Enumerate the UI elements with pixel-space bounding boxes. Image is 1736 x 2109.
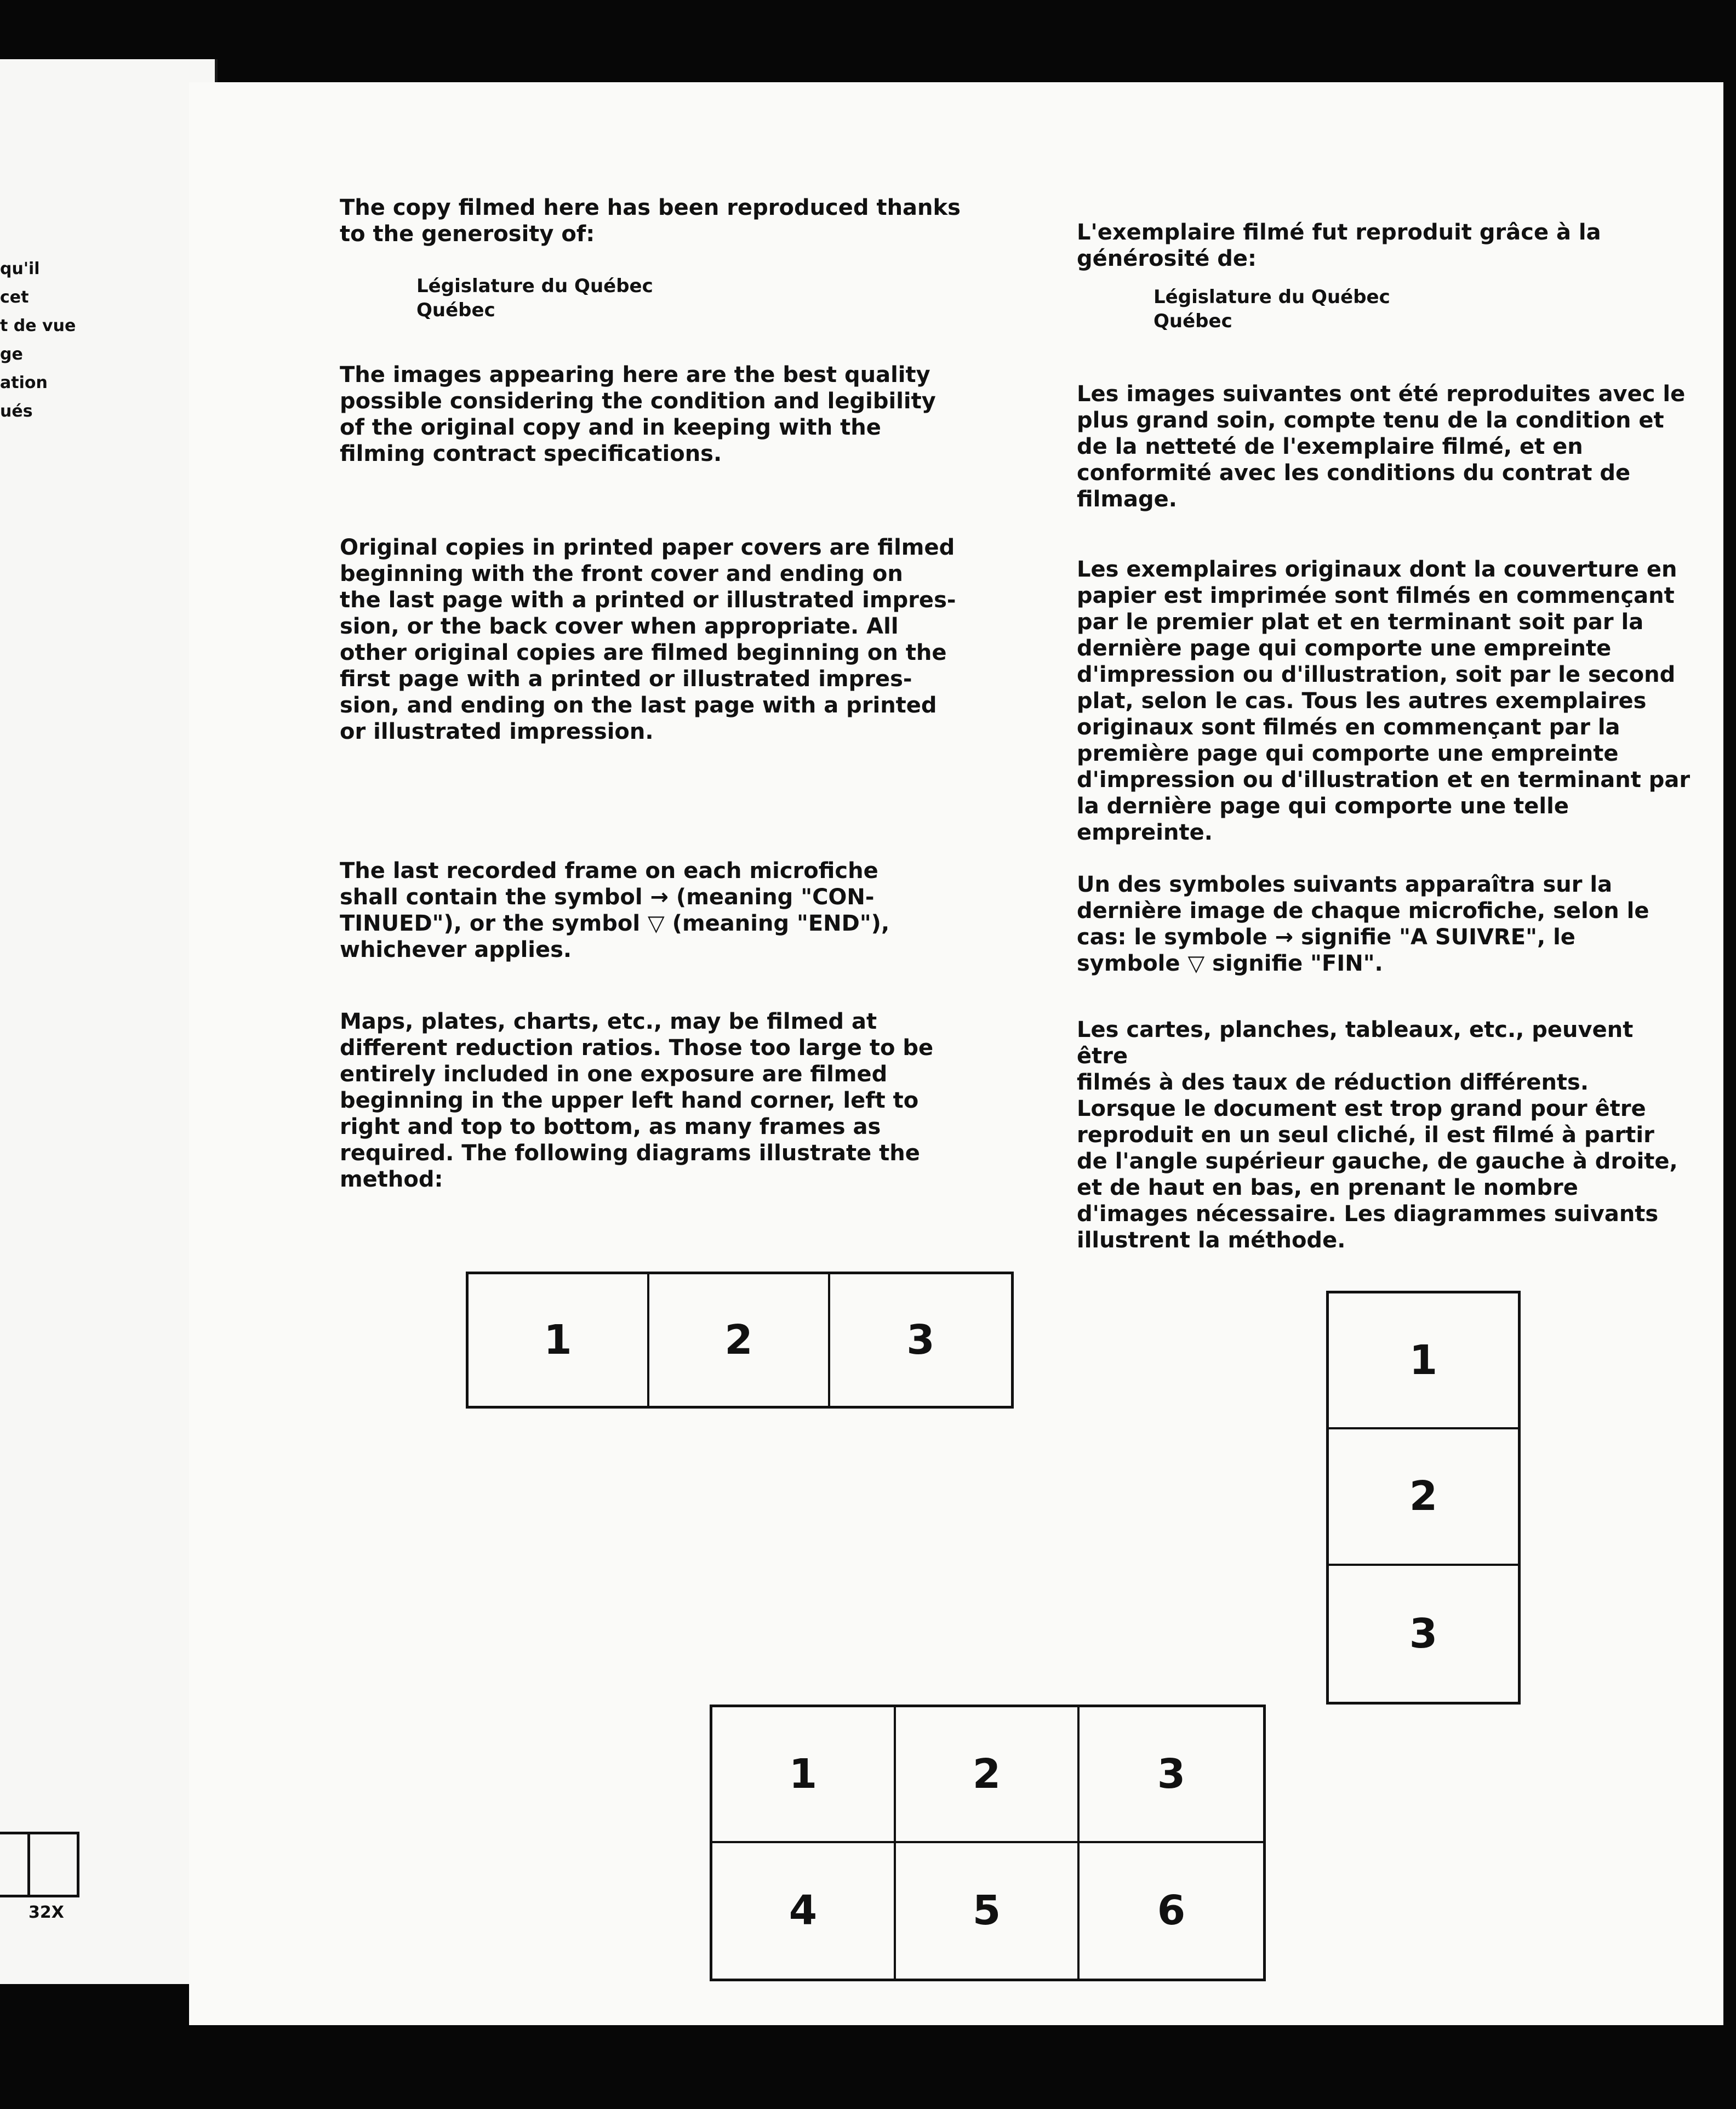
left-fragment: ation	[0, 373, 48, 392]
left-fragment: cet	[0, 288, 29, 307]
reduction-ratio-label: 32X	[28, 1903, 64, 1922]
frame-cell: 3	[906, 1316, 935, 1364]
english-quality	[340, 362, 981, 467]
french-thanks	[1077, 219, 1691, 272]
english-maps	[340, 1008, 981, 1193]
frame-cell: 1	[712, 1707, 896, 1843]
english-covers	[340, 534, 981, 745]
en-thanks-paragraph: The copy filmed here has been reproduced thanks to the generosity of:	[340, 195, 961, 247]
frame-cell: 3	[1080, 1707, 1263, 1843]
frame-cell: 5	[896, 1843, 1080, 1979]
frame-cell: 1	[1329, 1293, 1518, 1429]
en-source-institution: Législature du Québec Québec	[416, 275, 653, 321]
diagram-divider	[27, 1834, 30, 1895]
english-column	[340, 195, 981, 247]
french-source	[1077, 285, 1691, 333]
left-page-diagram-fragment	[0, 1832, 79, 1897]
left-fragment: t de vue	[0, 316, 76, 335]
frame-cell: 2	[649, 1274, 830, 1406]
left-fragment: ge	[0, 345, 23, 364]
en-quality-paragraph: The images appearing here are the best quality possible considering the condition and legibility of the original copy and in keeping with the filming contract specifications.	[340, 362, 936, 466]
en-maps-paragraph: Maps, plates, charts, etc., may be filmed at different reduction ratios. Those too large to be entirely included in one exposure are filmed beginning in the upper left hand corner, left to right and top to bottom, as many frames as required. The following diagrams illustrate the method:	[340, 1009, 934, 1192]
fr-source-institution: Législature du Québec Québec	[1153, 286, 1390, 332]
english-source	[340, 274, 981, 322]
diagram-horizontal-frames	[466, 1272, 1014, 1409]
fr-thanks-paragraph: L'exemplaire filmé fut reproduit grâce à la générosité de:	[1077, 220, 1601, 271]
left-fragment: qu'il	[0, 259, 40, 278]
frame-cell: 4	[712, 1843, 896, 1979]
fr-maps-paragraph: Les cartes, planches, tableaux, etc., peuvent être filmés à des taux de réduction différents. Lorsque le document est trop grand pour être reproduit en un seul cliché, il est filmé à partir de l'angle supérieur gauche, de gauche à droite, et de haut en bas, en prenant le nombre d'images nécessaire. Les diagrammes suivants illustrent la méthode.	[1077, 1017, 1678, 1253]
english-symbols	[340, 858, 981, 963]
french-covers	[1077, 556, 1691, 846]
diagram-vertical-frames	[1326, 1291, 1521, 1705]
frame-cell: 3	[1409, 1610, 1438, 1657]
diagram-grid-frames	[710, 1705, 1266, 1981]
fr-symbols-paragraph: Un des symboles suivants apparaîtra sur la dernière image de chaque microfiche, selon le cas: le symbole → signifie "A SUIVRE", le symbole ▽ signifie "FIN".	[1077, 872, 1649, 976]
en-covers-paragraph: Original copies in printed paper covers are filmed beginning with the front cover and ending on the last page with a printed or illustrated impres- sion, or the back cover when appropriate. All other original copies are filmed beginning on the first page with a printed or illustrated impres- sion, and ending on the last page with a printed or illustrated impression.	[340, 535, 956, 744]
fr-quality-paragraph: Les images suivantes ont été reproduites avec le plus grand soin, compte tenu de la condition et de la netteté de l'exemplaire filmé, et en conformité avec les conditions du contrat de filmage.	[1077, 381, 1686, 512]
fr-covers-paragraph: Les exemplaires originaux dont la couverture en papier est imprimée sont filmés en commençant par le premier plat et en terminant soit par la dernière page qui comporte une empreinte d'impression ou d'illustration, soit par le second plat, selon le cas. Tous les autres exemplaires originaux sont filmés en commençant par la première page qui comporte une empreinte d'impression ou d'illustration et en terminant par la dernière page qui comporte une telle empreinte.	[1077, 557, 1691, 845]
frame-cell: 2	[1329, 1429, 1518, 1565]
frame-cell: 2	[896, 1707, 1080, 1843]
french-maps	[1077, 1017, 1691, 1253]
left-page-text-fragments	[0, 255, 110, 426]
en-symbols-paragraph: The last recorded frame on each microfiche shall contain the symbol → (meaning "CON- TINUED"), or the symbol ▽ (meaning "END"), whichever applies.	[340, 858, 890, 962]
left-fragment: ués	[0, 402, 33, 421]
french-quality	[1077, 381, 1691, 512]
frame-cell: 1	[469, 1274, 649, 1406]
french-symbols	[1077, 871, 1691, 977]
frame-cell: 6	[1157, 1887, 1186, 1935]
